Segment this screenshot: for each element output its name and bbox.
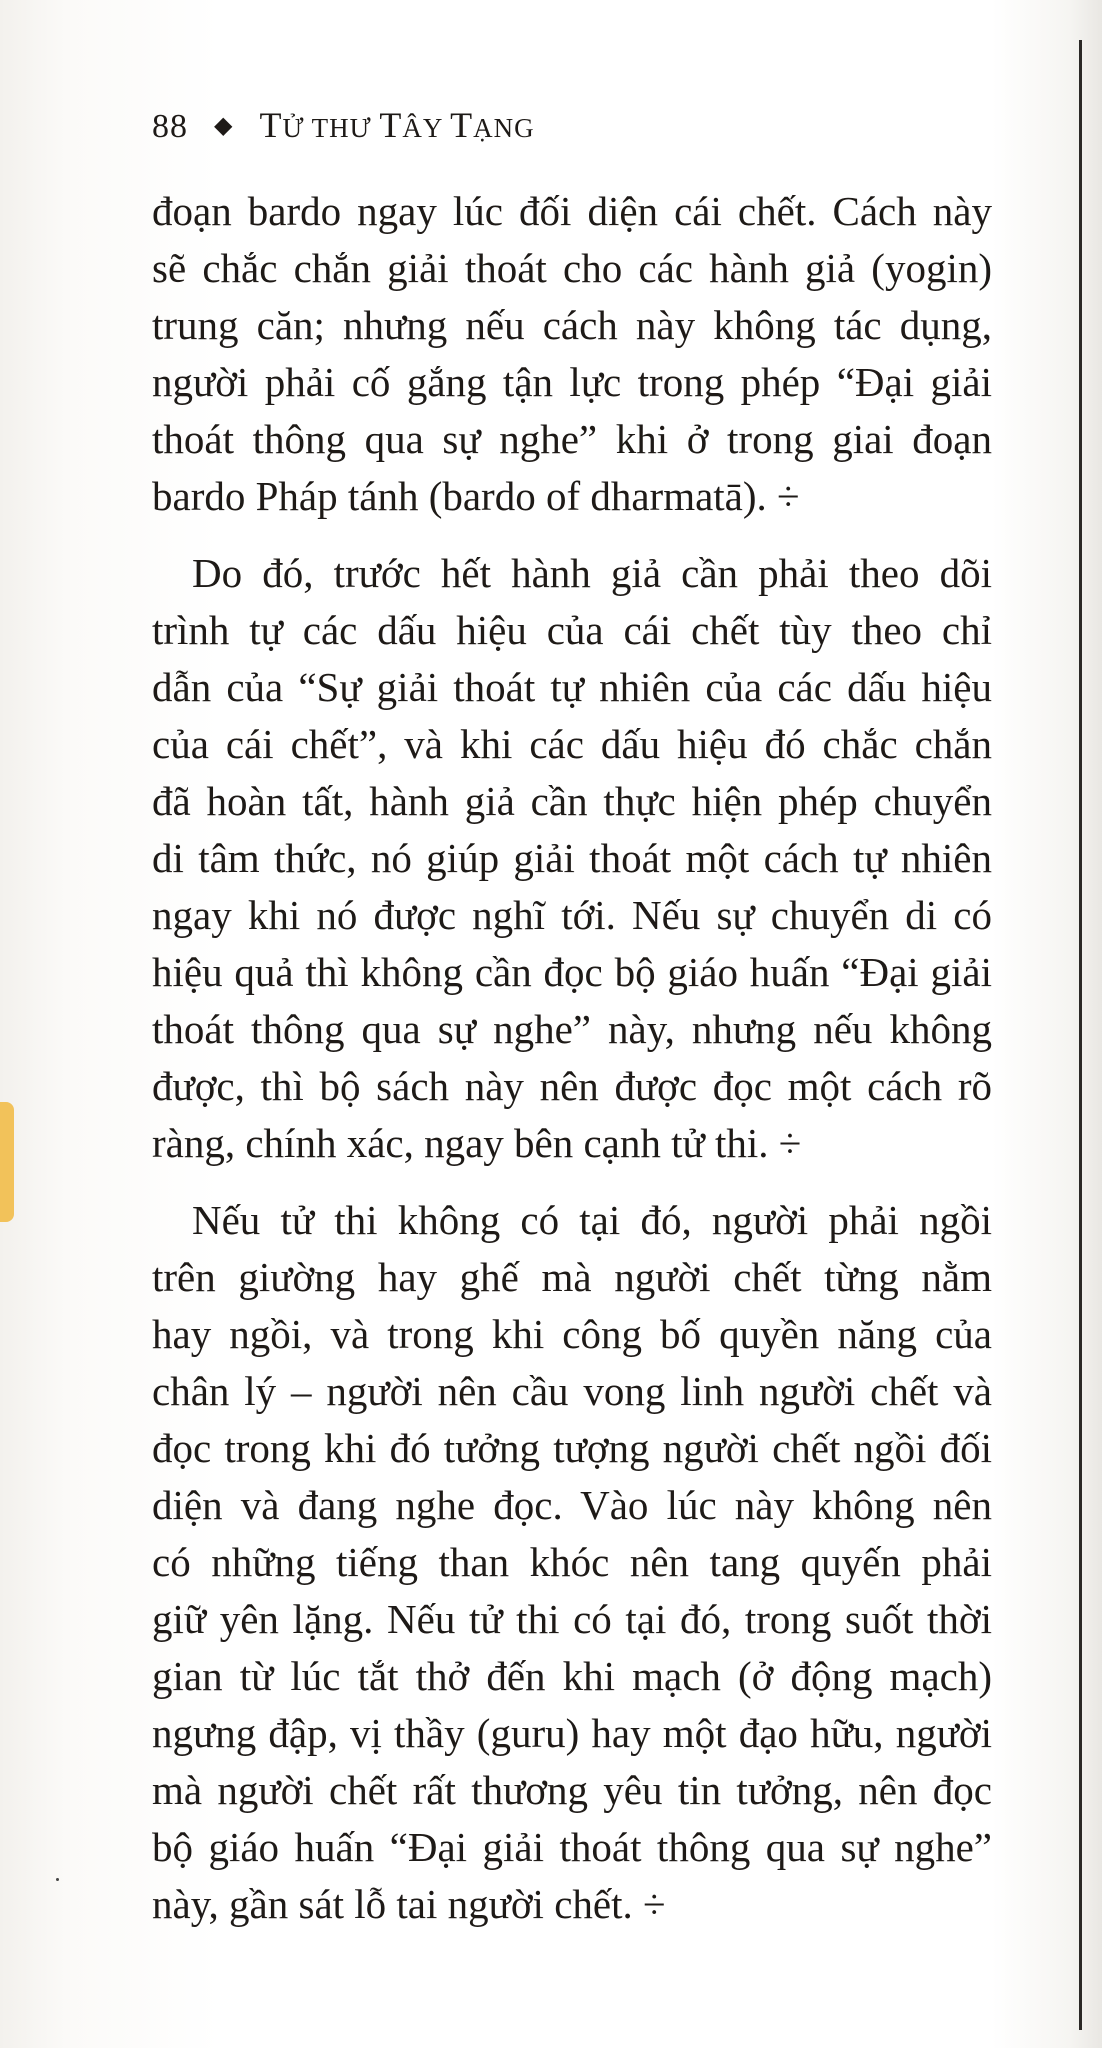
text-line: sẽ chắc chắn giải thoát cho các hành giả (yogin) [152, 245, 992, 291]
text-line: ràng, chính xác, ngay bên cạnh tử thi. ÷ [152, 1120, 802, 1166]
text-line: trình tự các dấu hiệu của cái chết tùy theo chỉ [152, 607, 992, 653]
page-number: 88 [152, 108, 188, 145]
text-line: được, thì bộ sách này nên được đọc một cách rõ [152, 1063, 992, 1109]
book-title-part: ÂY [402, 113, 451, 143]
text-line: bộ giáo huấn “Đại giải thoát thông qua sự nghe” [152, 1824, 992, 1870]
book-title-part: ẠNG [473, 113, 535, 143]
text-line: ngay khi nó được nghĩ tới. Nếu sự chuyển di có [152, 892, 992, 938]
book-title-part: T [259, 105, 283, 145]
text-line: thoát thông qua sự nghe” khi ở trong giai đoạn [152, 416, 992, 462]
text-line: Nếu tử thi không có tại đó, người phải ngồi [192, 1197, 992, 1243]
text-line: mà người chết rất thương yêu tin tưởng, nên đọc [152, 1767, 992, 1813]
text-line: đoạn bardo ngay lúc đối diện cái chết. Cách này [152, 188, 992, 234]
body-text [152, 183, 992, 1933]
paragraph [152, 1192, 992, 1933]
print-speck [56, 1878, 59, 1881]
text-line: bardo Pháp tánh (bardo of dharmatā). ÷ [152, 473, 800, 519]
text-line: dẫn của “Sự giải thoát tự nhiên của các dấu hiệu [152, 664, 992, 710]
text-line: di tâm thức, nó giúp giải thoát một cách tự nhiên [152, 835, 992, 881]
text-line: chân lý – người nên cầu vong linh người chết và [152, 1368, 992, 1414]
bookmark-tab [0, 1102, 14, 1222]
book-title-part: T [379, 105, 403, 145]
text-line: ngưng đập, vị thầy (guru) hay một đạo hữu, người [152, 1710, 992, 1756]
running-header [152, 104, 535, 146]
text-line: diện và đang nghe đọc. Vào lúc này không nên [152, 1482, 992, 1528]
book-title [259, 105, 535, 145]
paragraph [152, 545, 992, 1172]
text-line: này, gần sát lỗ tai người chết. ÷ [152, 1881, 666, 1927]
text-line: Do đó, trước hết hành giả cần phải theo dõi [192, 550, 992, 596]
text-line: hay ngồi, và trong khi công bố quyền năng của [152, 1311, 992, 1357]
book-title-part: T [450, 105, 474, 145]
text-line: gian từ lúc tắt thở đến khi mạch (ở động mạch) [152, 1653, 992, 1699]
text-line: trên giường hay ghế mà người chết từng nằm [152, 1254, 992, 1300]
text-line: hiệu quả thì không cần đọc bộ giáo huấn “Đại giải [152, 949, 992, 995]
text-line: của cái chết”, và khi các dấu hiệu đó chắc chắn [152, 721, 992, 767]
page-edge-shadow [1079, 40, 1082, 2030]
text-line: thoát thông qua sự nghe” này, nhưng nếu không [152, 1006, 992, 1052]
text-line: giữ yên lặng. Nếu tử thi có tại đó, trong suốt thời [152, 1596, 992, 1642]
text-line: đã hoàn tất, hành giả cần thực hiện phép chuyển [152, 778, 992, 824]
paragraph [152, 183, 992, 525]
book-title-part: Ử THƯ [282, 113, 380, 143]
diamond-separator-icon: ◆ [214, 113, 234, 139]
text-line: người phải cố gắng tận lực trong phép “Đại giải [152, 359, 992, 405]
text-line: có những tiếng than khóc nên tang quyến phải [152, 1539, 992, 1585]
text-line: đọc trong khi đó tưởng tượng người chết ngồi đối [152, 1425, 992, 1471]
text-line: trung căn; nhưng nếu cách này không tác dụng, [152, 302, 992, 348]
